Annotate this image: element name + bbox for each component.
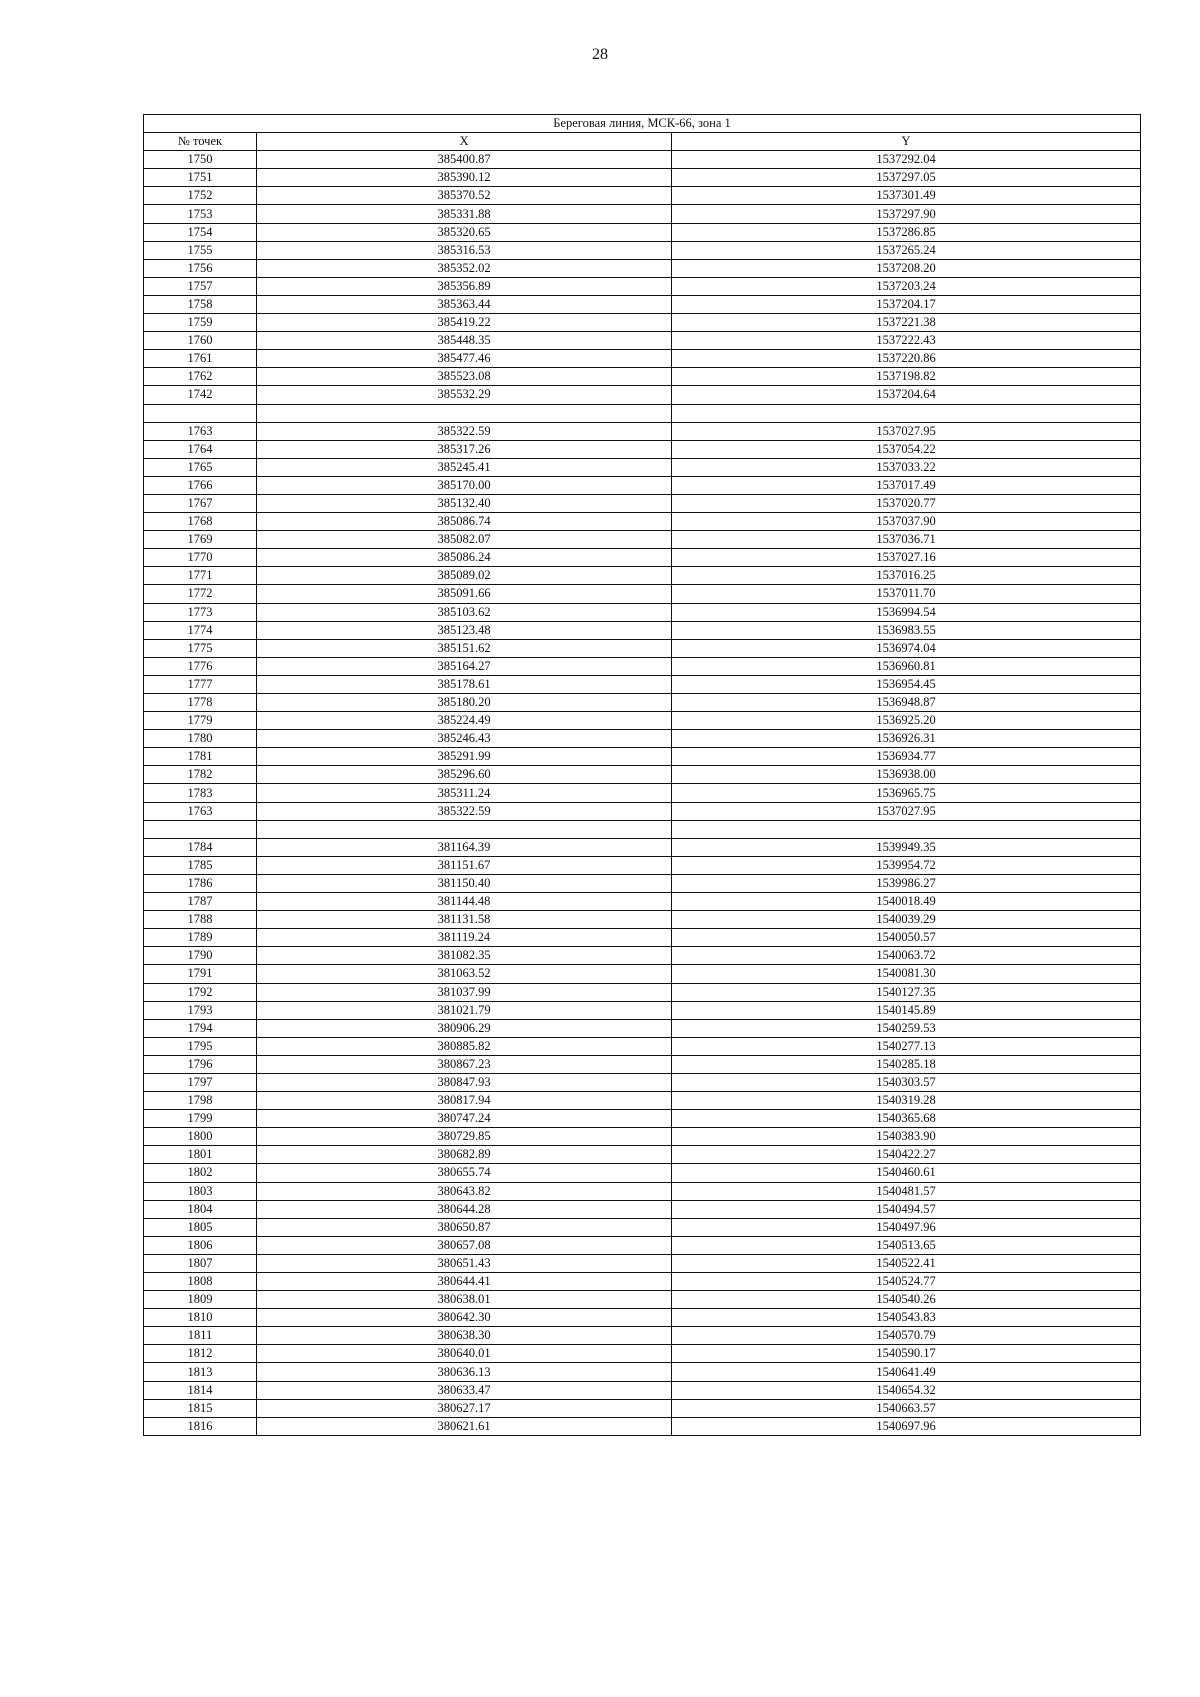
- y-coordinate-cell: 1536954.45: [672, 675, 1141, 693]
- point-number-cell: 1770: [144, 549, 257, 567]
- point-number-cell: 1814: [144, 1381, 257, 1399]
- table-row: [144, 1363, 1141, 1381]
- table-row: [144, 947, 1141, 965]
- point-number-cell: 1810: [144, 1309, 257, 1327]
- point-number-cell: 1804: [144, 1200, 257, 1218]
- point-number-cell: 1758: [144, 295, 257, 313]
- y-coordinate-cell: 1540460.61: [672, 1164, 1141, 1182]
- x-coordinate-cell: 385448.35: [257, 332, 672, 350]
- y-coordinate-cell: 1536948.87: [672, 694, 1141, 712]
- x-coordinate-cell: 385322.59: [257, 802, 672, 820]
- y-coordinate-cell: 1536983.55: [672, 621, 1141, 639]
- point-number-cell: 1763: [144, 802, 257, 820]
- table-row: [144, 1182, 1141, 1200]
- x-coordinate-cell: 385352.02: [257, 259, 672, 277]
- x-coordinate-cell: 380729.85: [257, 1128, 672, 1146]
- table-row: [144, 657, 1141, 675]
- header-point-number: № точек: [144, 133, 257, 151]
- x-coordinate-cell: 385103.62: [257, 603, 672, 621]
- table-row: [144, 983, 1141, 1001]
- table-row: [144, 350, 1141, 368]
- table-row: [144, 1309, 1141, 1327]
- x-coordinate-cell: 385356.89: [257, 277, 672, 295]
- y-coordinate-cell: 1540285.18: [672, 1055, 1141, 1073]
- point-number-cell: 1802: [144, 1164, 257, 1182]
- point-number-cell: 1798: [144, 1092, 257, 1110]
- y-coordinate-cell: 1537220.86: [672, 350, 1141, 368]
- table-row: [144, 694, 1141, 712]
- table-row: [144, 1200, 1141, 1218]
- x-coordinate-cell: 385291.99: [257, 748, 672, 766]
- y-coordinate-cell: 1537301.49: [672, 187, 1141, 205]
- page-number: 28: [592, 46, 608, 63]
- y-coordinate-cell: 1536974.04: [672, 639, 1141, 657]
- x-coordinate-cell: 380638.30: [257, 1327, 672, 1345]
- y-coordinate-cell: 1536965.75: [672, 784, 1141, 802]
- y-coordinate-cell: 1537297.05: [672, 169, 1141, 187]
- point-number-cell: 1812: [144, 1345, 257, 1363]
- x-coordinate-cell: 385296.60: [257, 766, 672, 784]
- y-coordinate-cell: 1536925.20: [672, 712, 1141, 730]
- y-coordinate-cell: 1537033.22: [672, 458, 1141, 476]
- y-coordinate-cell: 1540543.83: [672, 1309, 1141, 1327]
- x-coordinate-cell: 385224.49: [257, 712, 672, 730]
- y-coordinate-cell: 1540039.29: [672, 911, 1141, 929]
- x-coordinate-cell: 385532.29: [257, 386, 672, 404]
- point-number-cell: 1772: [144, 585, 257, 603]
- point-number-cell: 1757: [144, 277, 257, 295]
- point-number-cell: 1787: [144, 893, 257, 911]
- point-number-cell: 1785: [144, 856, 257, 874]
- y-coordinate-cell: 1540494.57: [672, 1200, 1141, 1218]
- y-coordinate-cell: 1540259.53: [672, 1019, 1141, 1037]
- x-coordinate-cell: 380657.08: [257, 1236, 672, 1254]
- x-coordinate-cell: 380633.47: [257, 1381, 672, 1399]
- point-number-cell: 1775: [144, 639, 257, 657]
- coordinates-table: [143, 114, 1141, 1436]
- point-number-cell: 1767: [144, 494, 257, 512]
- x-coordinate-cell: 380906.29: [257, 1019, 672, 1037]
- x-coordinate-cell: 385086.74: [257, 513, 672, 531]
- point-number-cell: 1782: [144, 766, 257, 784]
- table-row: [144, 856, 1141, 874]
- x-coordinate-cell: 380642.30: [257, 1309, 672, 1327]
- table-row: [144, 458, 1141, 476]
- y-coordinate-cell: 1540127.35: [672, 983, 1141, 1001]
- table-row: [144, 1092, 1141, 1110]
- point-number-cell: 1774: [144, 621, 257, 639]
- x-coordinate-cell: 380747.24: [257, 1110, 672, 1128]
- table-row: [144, 838, 1141, 856]
- table-row: [144, 567, 1141, 585]
- y-coordinate-cell: 1537286.85: [672, 223, 1141, 241]
- x-coordinate-cell: 381021.79: [257, 1001, 672, 1019]
- x-coordinate-cell: 380627.17: [257, 1399, 672, 1417]
- y-coordinate-cell: 1540570.79: [672, 1327, 1141, 1345]
- table-row: [144, 1218, 1141, 1236]
- x-coordinate-cell: 381144.48: [257, 893, 672, 911]
- point-number-cell: 1778: [144, 694, 257, 712]
- x-coordinate-cell: 380644.41: [257, 1273, 672, 1291]
- table-row: [144, 621, 1141, 639]
- y-coordinate-cell: 1537027.95: [672, 802, 1141, 820]
- table-row: [144, 911, 1141, 929]
- y-coordinate-cell: 1540522.41: [672, 1254, 1141, 1272]
- point-number-cell: 1753: [144, 205, 257, 223]
- x-coordinate-cell: 381151.67: [257, 856, 672, 874]
- x-coordinate-cell: 385151.62: [257, 639, 672, 657]
- table-row: [144, 712, 1141, 730]
- table-title: Береговая линия, МСК-66, зона 1: [144, 115, 1141, 133]
- table-row: [144, 277, 1141, 295]
- table-row: [144, 1037, 1141, 1055]
- table-row: [144, 639, 1141, 657]
- y-coordinate-cell: 1540641.49: [672, 1363, 1141, 1381]
- table-title-row: [144, 115, 1141, 133]
- table-row: [144, 1254, 1141, 1272]
- x-coordinate-cell: 385400.87: [257, 151, 672, 169]
- table-row: [144, 151, 1141, 169]
- y-coordinate-cell: 1540540.26: [672, 1291, 1141, 1309]
- x-coordinate-cell: 380867.23: [257, 1055, 672, 1073]
- table-row: [144, 1146, 1141, 1164]
- point-number-cell: 1769: [144, 531, 257, 549]
- table-row: [144, 929, 1141, 947]
- table-row: [144, 1110, 1141, 1128]
- header-y: Y: [672, 133, 1141, 151]
- point-number-cell: 1784: [144, 838, 257, 856]
- x-coordinate-cell: 385082.07: [257, 531, 672, 549]
- point-number-cell: 1751: [144, 169, 257, 187]
- table-body: [144, 151, 1141, 1436]
- table-row: [144, 1236, 1141, 1254]
- x-coordinate-cell: 380643.82: [257, 1182, 672, 1200]
- x-coordinate-cell: 381150.40: [257, 874, 672, 892]
- x-coordinate-cell: 385245.41: [257, 458, 672, 476]
- table-row: [144, 965, 1141, 983]
- table-row: [144, 259, 1141, 277]
- x-coordinate-cell: 380655.74: [257, 1164, 672, 1182]
- point-number-cell: 1752: [144, 187, 257, 205]
- table-row: [144, 784, 1141, 802]
- table-row: [144, 802, 1141, 820]
- x-coordinate-cell: 385390.12: [257, 169, 672, 187]
- table-row: [144, 187, 1141, 205]
- table-row: [144, 386, 1141, 404]
- x-coordinate-cell: 381131.58: [257, 911, 672, 929]
- x-coordinate-cell: 380638.01: [257, 1291, 672, 1309]
- y-coordinate-cell: 1540590.17: [672, 1345, 1141, 1363]
- table-row: [144, 476, 1141, 494]
- x-coordinate-cell: 385132.40: [257, 494, 672, 512]
- point-number-cell: 1806: [144, 1236, 257, 1254]
- point-number-cell: 1781: [144, 748, 257, 766]
- table-row: [144, 874, 1141, 892]
- point-number-cell: 1813: [144, 1363, 257, 1381]
- table-row: [144, 404, 1141, 422]
- point-number-cell: 1792: [144, 983, 257, 1001]
- y-coordinate-cell: 1537027.16: [672, 549, 1141, 567]
- y-coordinate-cell: 1537027.95: [672, 422, 1141, 440]
- point-number-cell: 1776: [144, 657, 257, 675]
- table-row: [144, 766, 1141, 784]
- y-coordinate-cell: 1537016.25: [672, 567, 1141, 585]
- y-coordinate-cell: 1537297.90: [672, 205, 1141, 223]
- table-row: [144, 1327, 1141, 1345]
- table-row: [144, 422, 1141, 440]
- table-row: [144, 332, 1141, 350]
- point-number-cell: 1794: [144, 1019, 257, 1037]
- y-coordinate-cell: 1537011.70: [672, 585, 1141, 603]
- table-row: [144, 1399, 1141, 1417]
- y-coordinate-cell: 1537221.38: [672, 314, 1141, 332]
- y-coordinate-cell: 1537198.82: [672, 368, 1141, 386]
- x-coordinate-cell: 385311.24: [257, 784, 672, 802]
- point-number-cell: 1793: [144, 1001, 257, 1019]
- y-coordinate-cell: 1537204.17: [672, 295, 1141, 313]
- x-coordinate-cell: 385331.88: [257, 205, 672, 223]
- x-coordinate-cell: 385316.53: [257, 241, 672, 259]
- y-coordinate-cell: 1540663.57: [672, 1399, 1141, 1417]
- table-row: [144, 295, 1141, 313]
- x-coordinate-cell: 380682.89: [257, 1146, 672, 1164]
- table-row: [144, 1019, 1141, 1037]
- table-row: [144, 494, 1141, 512]
- point-number-cell: 1766: [144, 476, 257, 494]
- y-coordinate-cell: 1540524.77: [672, 1273, 1141, 1291]
- y-coordinate-cell: 1537036.71: [672, 531, 1141, 549]
- x-coordinate-cell: 385370.52: [257, 187, 672, 205]
- x-coordinate-cell: 381164.39: [257, 838, 672, 856]
- y-coordinate-cell: 1537054.22: [672, 440, 1141, 458]
- table-row: [144, 893, 1141, 911]
- point-number-cell: 1742: [144, 386, 257, 404]
- y-coordinate-cell: 1539986.27: [672, 874, 1141, 892]
- y-coordinate-cell: 1540319.28: [672, 1092, 1141, 1110]
- table-row: [144, 241, 1141, 259]
- point-number-cell: 1764: [144, 440, 257, 458]
- point-number-cell: 1801: [144, 1146, 257, 1164]
- point-number-cell: 1807: [144, 1254, 257, 1272]
- point-number-cell: 1796: [144, 1055, 257, 1073]
- x-coordinate-cell: 385419.22: [257, 314, 672, 332]
- x-coordinate-cell: 380650.87: [257, 1218, 672, 1236]
- x-coordinate-cell: 380644.28: [257, 1200, 672, 1218]
- table-row: [144, 730, 1141, 748]
- y-coordinate-cell: 1540303.57: [672, 1073, 1141, 1091]
- header-x: X: [257, 133, 672, 151]
- x-coordinate-cell: 385322.59: [257, 422, 672, 440]
- y-coordinate-cell: 1536960.81: [672, 657, 1141, 675]
- y-coordinate-cell: 1540654.32: [672, 1381, 1141, 1399]
- x-coordinate-cell: 381063.52: [257, 965, 672, 983]
- point-number-cell: 1762: [144, 368, 257, 386]
- table-row: [144, 205, 1141, 223]
- point-number-cell: [144, 820, 257, 838]
- x-coordinate-cell: 385178.61: [257, 675, 672, 693]
- x-coordinate-cell: 385086.24: [257, 549, 672, 567]
- point-number-cell: 1773: [144, 603, 257, 621]
- table-row: [144, 1417, 1141, 1435]
- point-number-cell: 1779: [144, 712, 257, 730]
- y-coordinate-cell: 1540081.30: [672, 965, 1141, 983]
- table-row: [144, 820, 1141, 838]
- y-coordinate-cell: 1540383.90: [672, 1128, 1141, 1146]
- table-row: [144, 549, 1141, 567]
- table-row: [144, 368, 1141, 386]
- x-coordinate-cell: 385164.27: [257, 657, 672, 675]
- y-coordinate-cell: 1537204.64: [672, 386, 1141, 404]
- y-coordinate-cell: [672, 820, 1141, 838]
- y-coordinate-cell: 1540697.96: [672, 1417, 1141, 1435]
- x-coordinate-cell: 380817.94: [257, 1092, 672, 1110]
- y-coordinate-cell: 1540365.68: [672, 1110, 1141, 1128]
- x-coordinate-cell: [257, 820, 672, 838]
- x-coordinate-cell: 385089.02: [257, 567, 672, 585]
- point-number-cell: 1759: [144, 314, 257, 332]
- point-number-cell: 1789: [144, 929, 257, 947]
- table-row: [144, 1164, 1141, 1182]
- y-coordinate-cell: 1540050.57: [672, 929, 1141, 947]
- point-number-cell: 1768: [144, 513, 257, 531]
- x-coordinate-cell: 385317.26: [257, 440, 672, 458]
- point-number-cell: 1797: [144, 1073, 257, 1091]
- y-coordinate-cell: 1537208.20: [672, 259, 1141, 277]
- point-number-cell: 1754: [144, 223, 257, 241]
- point-number-cell: 1780: [144, 730, 257, 748]
- x-coordinate-cell: 380640.01: [257, 1345, 672, 1363]
- table-row: [144, 531, 1141, 549]
- point-number-cell: 1790: [144, 947, 257, 965]
- point-number-cell: 1800: [144, 1128, 257, 1146]
- y-coordinate-cell: 1539949.35: [672, 838, 1141, 856]
- y-coordinate-cell: 1537265.24: [672, 241, 1141, 259]
- point-number-cell: 1750: [144, 151, 257, 169]
- x-coordinate-cell: 385477.46: [257, 350, 672, 368]
- x-coordinate-cell: 385123.48: [257, 621, 672, 639]
- table-row: [144, 1381, 1141, 1399]
- y-coordinate-cell: 1537292.04: [672, 151, 1141, 169]
- table-row: [144, 585, 1141, 603]
- y-coordinate-cell: 1537037.90: [672, 513, 1141, 531]
- point-number-cell: 1755: [144, 241, 257, 259]
- y-coordinate-cell: [672, 404, 1141, 422]
- x-coordinate-cell: 385320.65: [257, 223, 672, 241]
- y-coordinate-cell: 1536938.00: [672, 766, 1141, 784]
- y-coordinate-cell: 1537203.24: [672, 277, 1141, 295]
- point-number-cell: 1811: [144, 1327, 257, 1345]
- table-row: [144, 1128, 1141, 1146]
- point-number-cell: 1777: [144, 675, 257, 693]
- y-coordinate-cell: 1540513.65: [672, 1236, 1141, 1254]
- y-coordinate-cell: 1537020.77: [672, 494, 1141, 512]
- x-coordinate-cell: 381119.24: [257, 929, 672, 947]
- y-coordinate-cell: 1537222.43: [672, 332, 1141, 350]
- y-coordinate-cell: 1540422.27: [672, 1146, 1141, 1164]
- point-number-cell: 1761: [144, 350, 257, 368]
- point-number-cell: [144, 404, 257, 422]
- x-coordinate-cell: 385180.20: [257, 694, 672, 712]
- point-number-cell: 1809: [144, 1291, 257, 1309]
- x-coordinate-cell: 380621.61: [257, 1417, 672, 1435]
- table-header-row: [144, 133, 1141, 151]
- table-row: [144, 1291, 1141, 1309]
- point-number-cell: 1786: [144, 874, 257, 892]
- point-number-cell: 1763: [144, 422, 257, 440]
- point-number-cell: 1756: [144, 259, 257, 277]
- point-number-cell: 1771: [144, 567, 257, 585]
- y-coordinate-cell: 1540481.57: [672, 1182, 1141, 1200]
- table-row: [144, 440, 1141, 458]
- table-row: [144, 1001, 1141, 1019]
- point-number-cell: 1815: [144, 1399, 257, 1417]
- table-row: [144, 314, 1141, 332]
- point-number-cell: 1808: [144, 1273, 257, 1291]
- y-coordinate-cell: 1540497.96: [672, 1218, 1141, 1236]
- point-number-cell: 1760: [144, 332, 257, 350]
- point-number-cell: 1816: [144, 1417, 257, 1435]
- x-coordinate-cell: 380847.93: [257, 1073, 672, 1091]
- table-row: [144, 1073, 1141, 1091]
- table-row: [144, 1055, 1141, 1073]
- x-coordinate-cell: [257, 404, 672, 422]
- table-row: [144, 675, 1141, 693]
- y-coordinate-cell: 1537017.49: [672, 476, 1141, 494]
- y-coordinate-cell: 1536994.54: [672, 603, 1141, 621]
- x-coordinate-cell: 385246.43: [257, 730, 672, 748]
- table-row: [144, 513, 1141, 531]
- point-number-cell: 1799: [144, 1110, 257, 1128]
- x-coordinate-cell: 385363.44: [257, 295, 672, 313]
- point-number-cell: 1788: [144, 911, 257, 929]
- x-coordinate-cell: 380885.82: [257, 1037, 672, 1055]
- point-number-cell: 1791: [144, 965, 257, 983]
- y-coordinate-cell: 1540145.89: [672, 1001, 1141, 1019]
- point-number-cell: 1805: [144, 1218, 257, 1236]
- x-coordinate-cell: 380651.43: [257, 1254, 672, 1272]
- table-row: [144, 748, 1141, 766]
- table-row: [144, 169, 1141, 187]
- y-coordinate-cell: 1540063.72: [672, 947, 1141, 965]
- table-row: [144, 223, 1141, 241]
- table-row: [144, 1273, 1141, 1291]
- y-coordinate-cell: 1536934.77: [672, 748, 1141, 766]
- point-number-cell: 1803: [144, 1182, 257, 1200]
- x-coordinate-cell: 385170.00: [257, 476, 672, 494]
- table-row: [144, 1345, 1141, 1363]
- point-number-cell: 1795: [144, 1037, 257, 1055]
- x-coordinate-cell: 380636.13: [257, 1363, 672, 1381]
- y-coordinate-cell: 1539954.72: [672, 856, 1141, 874]
- x-coordinate-cell: 381082.35: [257, 947, 672, 965]
- point-number-cell: 1765: [144, 458, 257, 476]
- x-coordinate-cell: 381037.99: [257, 983, 672, 1001]
- x-coordinate-cell: 385091.66: [257, 585, 672, 603]
- y-coordinate-cell: 1540018.49: [672, 893, 1141, 911]
- x-coordinate-cell: 385523.08: [257, 368, 672, 386]
- table-row: [144, 603, 1141, 621]
- point-number-cell: 1783: [144, 784, 257, 802]
- y-coordinate-cell: 1536926.31: [672, 730, 1141, 748]
- y-coordinate-cell: 1540277.13: [672, 1037, 1141, 1055]
